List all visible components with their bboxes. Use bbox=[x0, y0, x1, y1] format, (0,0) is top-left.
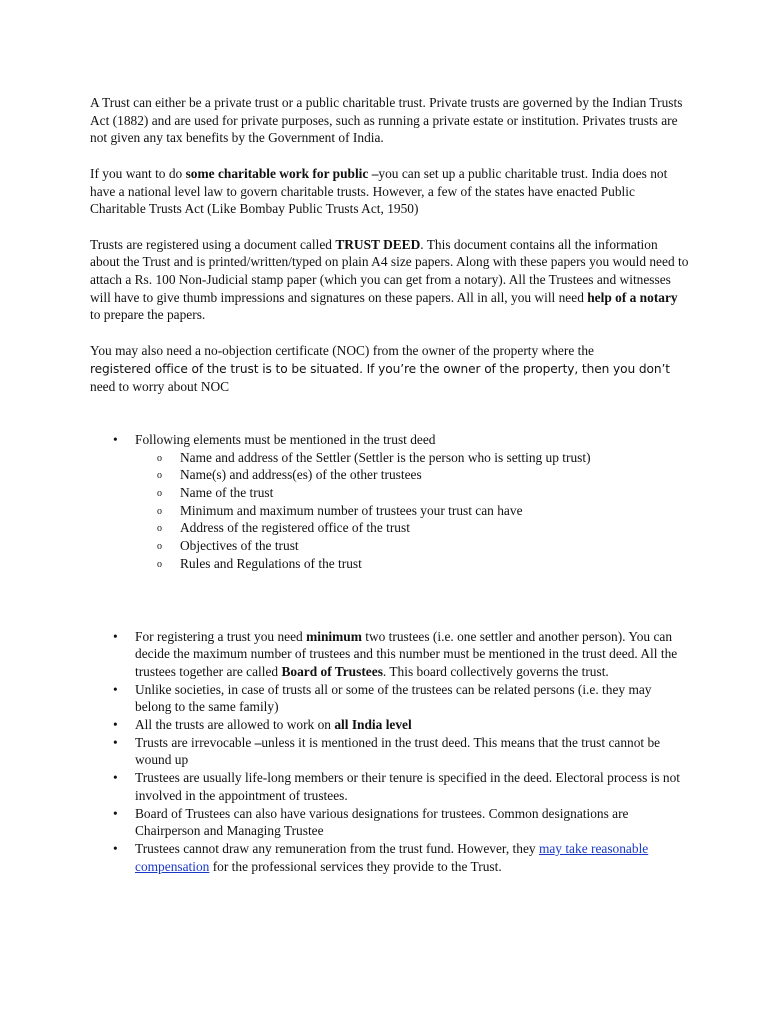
bold-text: – bbox=[254, 734, 262, 750]
bullet-list-deed-elements bbox=[90, 431, 690, 573]
bold-text: Board of Trustees bbox=[281, 663, 383, 679]
sub-list-item: o Rules and Regulations of the trust bbox=[135, 555, 690, 573]
paragraph-text: need to worry about NOC bbox=[90, 379, 230, 395]
list-item-text: . This board collectively governs the trust. bbox=[382, 663, 609, 679]
paragraph-text: If you want to do bbox=[90, 165, 186, 181]
bold-text: TRUST DEED bbox=[335, 236, 421, 252]
paragraph-text-alt-font: registered office of the trust is to be situated. If you’re the owner of the property, then you don’t bbox=[90, 361, 670, 376]
bold-text: all India level bbox=[334, 717, 412, 733]
sub-list-item: o Name(s) and address(es) of the other trustees bbox=[135, 466, 690, 484]
list-item-text: Trustees are usually life-long members or their tenure is specified in the deed. Electoral process is not involved in the appointment of trustees. bbox=[135, 770, 681, 803]
sub-list-item: o Address of the registered office of the trust bbox=[135, 519, 690, 537]
paragraph-noc bbox=[90, 342, 690, 396]
paragraph-text: A Trust can either be a private trust or a public charitable trust. Private trusts are governed by the Indian Trusts Act (1882) and are used for private purposes, such as running a private estate or institution. Privates trusts are not given any tax benefits by the Government of India. bbox=[90, 95, 683, 146]
sub-list-item: o Name of the trust bbox=[135, 484, 690, 502]
sub-list-deed-elements bbox=[135, 449, 690, 573]
paragraph-trust-types bbox=[90, 94, 690, 147]
list-item-text: Board of Trustees can also have various designations for trustees. Common designations are Chairperson and Managing Trustee bbox=[135, 805, 629, 839]
paragraph-text: Trusts are registered using a document called bbox=[90, 236, 336, 252]
list-item bbox=[90, 431, 690, 573]
list-item bbox=[90, 716, 690, 734]
list-item bbox=[90, 734, 690, 769]
list-item-text: unless it is mentioned in the trust deed. This means that the trust cannot be wound up bbox=[135, 734, 661, 768]
paragraph-charitable-work bbox=[90, 165, 690, 218]
list-item-text: two trustees (i.e. one settler and another person). You can decide the maximum number of trustees and this number must be mentioned in the trust deed. All the trustees together are called bbox=[135, 628, 678, 679]
list-item-text: Unlike societies, in case of trusts all or some of the trustees can be related persons (i.e. they may belong to the same family) bbox=[135, 681, 652, 715]
list-item bbox=[90, 805, 690, 840]
list-item-text: For registering a trust you need bbox=[135, 628, 307, 644]
list-item-text: All the trusts are allowed to work on bbox=[135, 717, 335, 733]
paragraph-text: you can set up a public charitable trust. India does not have a national level law to govern charitable trusts. However, a few of the states have enacted Public Charitable Trusts Act (Like Bombay Public Trusts Act, 1950) bbox=[90, 165, 668, 217]
sub-list-item: o Minimum and maximum number of trustees your trust can have bbox=[135, 502, 690, 520]
list-item-text: Following elements must be mentioned in the trust deed bbox=[135, 431, 436, 447]
bullet-list-trust-facts bbox=[90, 628, 690, 876]
sub-list-item: o Objectives of the trust bbox=[135, 537, 690, 555]
list-item bbox=[90, 840, 690, 875]
bold-text: help of a notary bbox=[587, 289, 678, 305]
compensation-link[interactable]: may take reasonable compensation bbox=[135, 840, 649, 874]
paragraph-text: . This document contains all the information about the Trust and is printed/written/typed on plain A4 size papers. Along with these papers you would need to attach a Rs. 100 Non-Judicial stamp paper (which you can get from a notary). All the Trustees and witnesses will have to give thumb impressions and signatures on these papers. All in all, you will need bbox=[90, 236, 689, 305]
list-item bbox=[90, 681, 690, 716]
document-body bbox=[90, 94, 690, 875]
sub-list-item: o Name and address of the Settler (Settler is the person who is setting up trust) bbox=[135, 449, 690, 467]
paragraph-trust-deed bbox=[90, 236, 690, 325]
list-item-text: for the professional services they provide to the Trust. bbox=[209, 858, 502, 874]
list-item-text: Trusts are irrevocable bbox=[135, 734, 255, 750]
paragraph-text: to prepare the papers. bbox=[90, 307, 206, 323]
list-item-text: Trustees cannot draw any remuneration from the trust fund. However, they bbox=[135, 840, 539, 856]
bold-text: minimum bbox=[306, 628, 362, 644]
paragraph-text: You may also need a no-objection certificate (NOC) from the owner of the property where the bbox=[90, 342, 594, 358]
list-item bbox=[90, 628, 690, 681]
bold-text: some charitable work for public – bbox=[185, 165, 379, 181]
list-item bbox=[90, 769, 690, 804]
